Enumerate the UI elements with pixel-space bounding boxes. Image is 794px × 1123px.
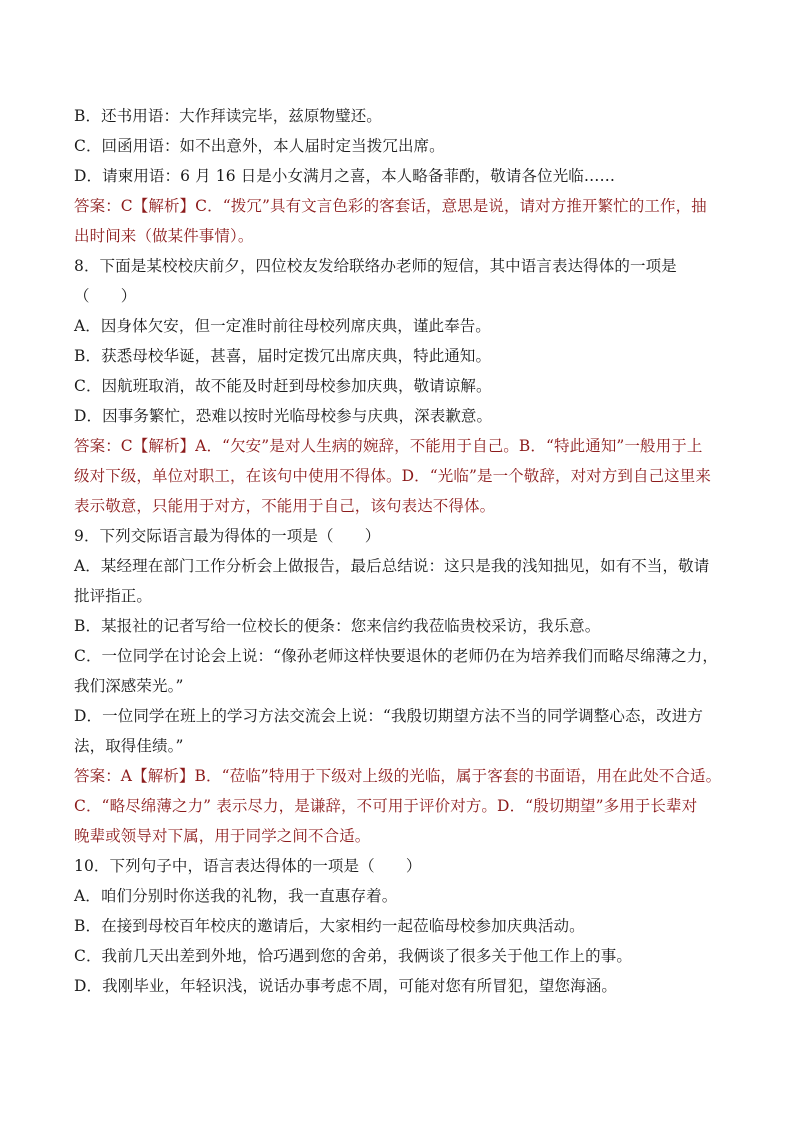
option-line: C．一位同学在讨论会上说：“像孙老师这样快要退休的老师仍在为培养我们而略尽绵薄之力，	[74, 647, 718, 665]
question-line: （ ）	[74, 287, 137, 305]
document-body	[74, 101, 740, 1001]
answer-line: C．“略尽绵薄之力” 表示尽力，是谦辞，不可用于评价对方。D．“殷切期望”多用于长辈对	[74, 797, 698, 815]
answer-line: 答案：A【解析】B．“莅临”特用于下级对上级的光临，属于客套的书面语，用在此处不合适。	[74, 767, 722, 785]
option-line: 批评指正。	[74, 587, 153, 605]
answer-line: 出时间来（做某件事情）。	[74, 227, 254, 245]
option-line: A．咱们分别时你送我的礼物，我一直惠存着。	[74, 887, 398, 905]
option-line: C．因航班取消，故不能及时赶到母校参加庆典，敬请谅解。	[74, 377, 492, 395]
answer-line: 表示敬意，只能用于对方，不能用于自己，该句表达不得体。	[74, 497, 496, 515]
option-line: D．因事务繁忙，恐难以按时光临母校参与庆典，深表歉意。	[74, 407, 493, 425]
option-line: D．我刚毕业，年轻识浅，说话办事考虑不周，可能对您有所冒犯，望您海涵。	[74, 977, 617, 995]
option-line: 法，取得佳绩。”	[74, 737, 184, 755]
question-line: 9．下列交际语言最为得体的一项是（ ）	[74, 527, 381, 545]
text-line: C．回函用语：如不出意外，本人届时定当拨冗出席。	[74, 137, 445, 155]
option-line: B．某报社的记者写给一位校长的便条：您来信约我莅临贵校采访，我乐意。	[74, 617, 601, 635]
option-line: B．获悉母校华诞，甚喜，届时定拨冗出席庆典，特此通知。	[74, 347, 492, 365]
option-line: A．某经理在部门工作分析会上做报告，最后总结说：这只是我的浅知拙见，如有不当，敬请	[74, 557, 710, 575]
answer-line: 晚辈或领导对下属，用于同学之间不合适。	[74, 827, 371, 845]
answer-line: 级对下级，单位对职工，在该句中使用不得体。D．“光临”是一个敬辞，对对方到自己这里来	[74, 467, 711, 485]
question-line: 8．下面是某校校庆前夕，四位校友发给联络办老师的短信，其中语言表达得体的一项是	[74, 257, 677, 275]
text-line: D．请柬用语：6 月 16 日是小女满月之喜，本人略备菲酌，敬请各位光临……	[74, 167, 616, 185]
text-line: B．还书用语：大作拜读完毕，兹原物璧还。	[74, 107, 382, 125]
answer-line: 答案：C【解析】A．“欠安”是对人生病的婉辞，不能用于自己。B．“特此通知”一般用于上	[74, 437, 703, 455]
option-line: A．因身体欠安，但一定准时前往母校列席庆典，谨此奉告。	[74, 317, 491, 335]
option-line: B．在接到母校百年校庆的邀请后，大家相约一起莅临母校参加庆典活动。	[74, 917, 585, 935]
question-line: 10．下列句子中，语言表达得体的一项是（ ）	[74, 857, 422, 875]
option-line: C．我前几天出差到外地，恰巧遇到您的舍弟，我俩谈了很多关于他工作上的事。	[74, 947, 632, 965]
option-line: D．一位同学在班上的学习方法交流会上说：“我殷切期望方法不当的同学调整心态，改进方	[74, 707, 703, 725]
option-line: 我们深感荣光。”	[74, 677, 184, 695]
answer-line: 答案：C【解析】C．“拨冗”具有文言色彩的客套话，意思是说，请对方推开繁忙的工作，抽	[74, 197, 707, 215]
